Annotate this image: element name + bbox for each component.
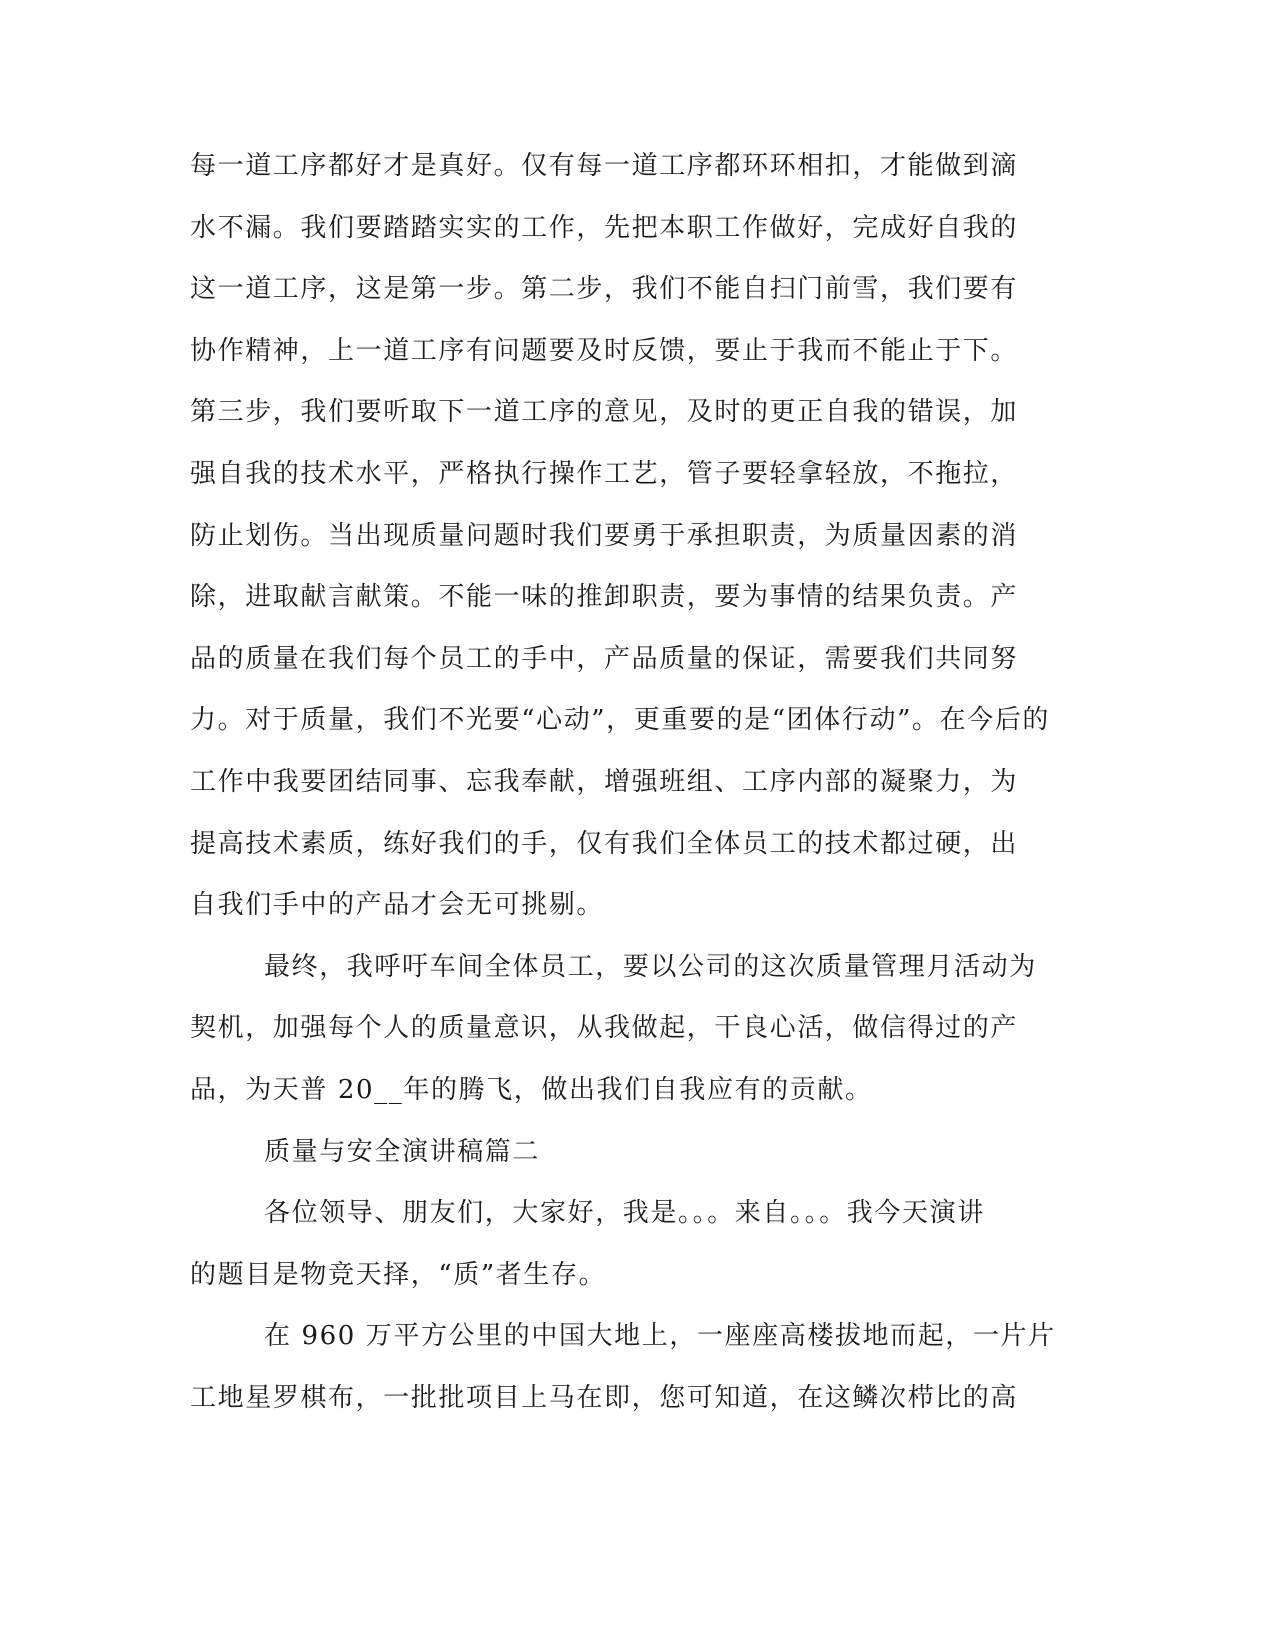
text-line: 这一道工序，这是第一步。第二步，我们不能自扫门前雪，我们要有 [190,274,1019,305]
text-line: 工作中我要团结同事、忘我奉献，增强班组、工序内部的凝聚力，为 [190,766,1019,797]
text-line: 强自我的技术水平，严格执行操作工艺，管子要轻拿轻放，不拖拉， [190,458,1019,489]
text-line: 每一道工序都好才是真好。仅有每一道工序都环环相扣，才能做到滴 [190,151,1019,181]
text-line: 契机，加强每个人的质量意识，从我做起，干良心活，做信得过的产 [190,1013,1019,1044]
text-line: 协作精神，上一道工序有问题要及时反馈，要止于我而不能止于下。 [190,335,1019,366]
text-line: 提高技术素质，练好我们的手，仅有我们全体员工的技术都过硬，出 [190,828,1019,859]
text-line: 自我们手中的产品才会无可挑剔。 [190,890,605,921]
text-line: 除，进取献言献策。不能一味的推卸职责，要为事情的结果负责。产 [190,582,1019,613]
paragraph-first-line: 在 960 万平方公里的中国大地上，一座座高楼拔地而起，一片片 [264,1321,1056,1352]
paragraph-first-line: 各位领导、朋友们，大家好，我是。。。来自。。。我今天演讲 [264,1198,985,1229]
document-body [190,136,1090,1429]
text-line: 的题目是物竞天择，“质”者生存。 [190,1259,607,1290]
text-line: 力。对于质量，我们不光要“心动”，更重要的是“团体行动”。在今后的 [190,705,1050,736]
text-line: 水不漏。我们要踏踏实实的工作，先把本职工作做好，完成好自我的 [190,212,1019,243]
text-line: 防止划伤。当出现质量问题时我们要勇于承担职责，为质量因素的消 [190,520,1019,551]
text-line: 第三步，我们要听取下一道工序的意见，及时的更正自我的错误，加 [190,397,1019,428]
paragraph-first-line: 最终，我呼吁车间全体员工，要以公司的这次质量管理月活动为 [264,951,1037,982]
text-line: 品，为天普 20__年的腾飞，做出我们自我应有的贡献。 [190,1074,873,1105]
text-line: 品的质量在我们每个员工的手中，产品质量的保证，需要我们共同努 [190,643,1019,674]
text-line: 工地星罗棋布，一批批项目上马在即，您可知道，在这鳞次栉比的高 [190,1382,1019,1413]
section-heading: 质量与安全演讲稿篇二 [264,1136,541,1167]
